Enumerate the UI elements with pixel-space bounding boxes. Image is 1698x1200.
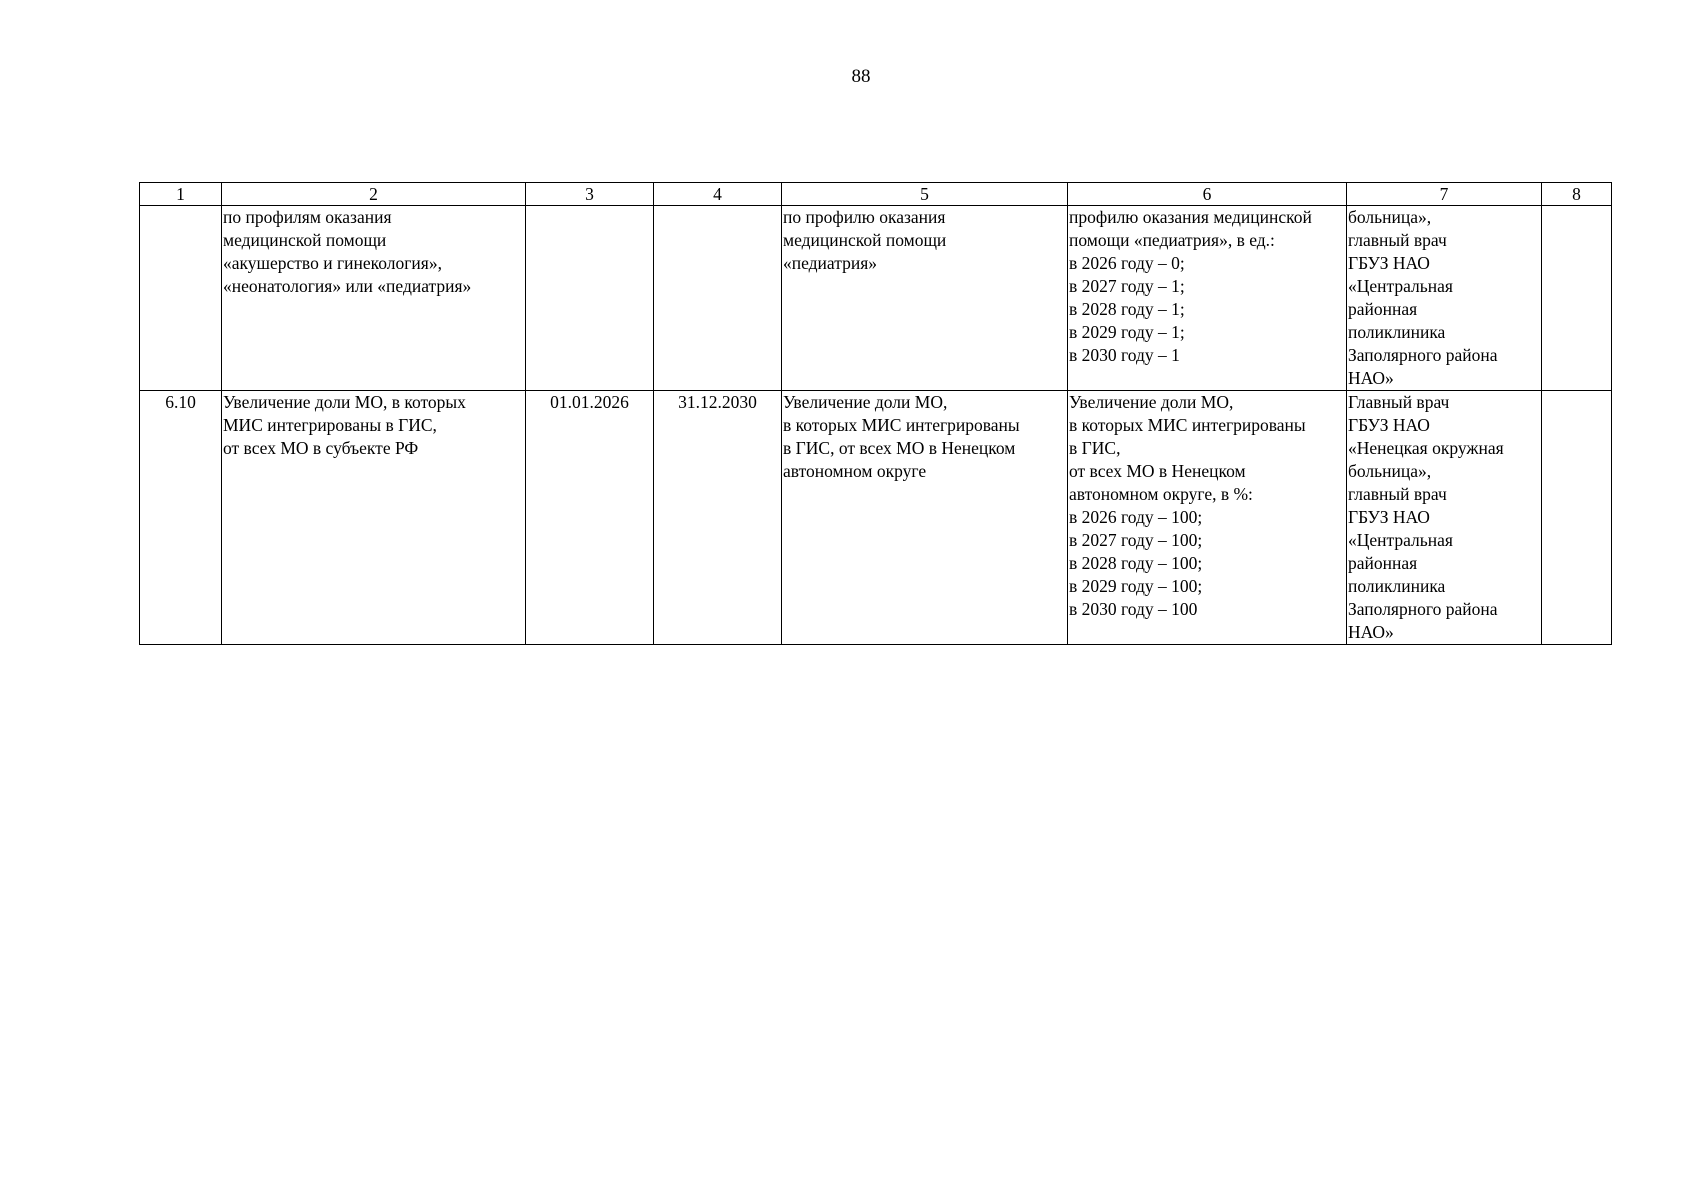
end-date-cell: 31.12.2030 <box>654 391 782 645</box>
indicator-cell <box>1068 206 1347 391</box>
responsible-cell <box>1347 391 1542 645</box>
measure-name-cell <box>222 206 526 391</box>
text-line: медицинской помощи <box>783 230 947 250</box>
text-line: ГБУЗ НАО <box>1348 507 1430 527</box>
text-line: Заполярного района <box>1348 345 1498 365</box>
text-line: в 2026 году – 100; <box>1069 507 1203 527</box>
text-line: больница», <box>1348 461 1432 481</box>
text-line: НАО» <box>1348 368 1394 388</box>
text-line: районная <box>1348 553 1418 573</box>
item-number-cell: 6.10 <box>140 391 222 645</box>
column-header-6: 6 <box>1068 183 1347 206</box>
text-line: в 2026 году – 0; <box>1069 253 1185 273</box>
text-line: «Центральная <box>1348 530 1453 550</box>
text-line: Увеличение доли МО, в которых <box>223 392 466 412</box>
indicator-cell <box>1068 391 1347 645</box>
text-line: Увеличение доли МО, <box>783 392 948 412</box>
text-line: Заполярного района <box>1348 599 1498 619</box>
text-line: в 2029 году – 1; <box>1069 322 1185 342</box>
text-line: главный врач <box>1348 230 1447 250</box>
plan-table <box>139 182 1612 645</box>
text-line: поликлиника <box>1348 322 1446 342</box>
measure-name-cell <box>222 391 526 645</box>
text-line: ГБУЗ НАО <box>1348 415 1430 435</box>
text-line: в 2030 году – 100 <box>1069 599 1198 619</box>
text-line: «Ненецкая окружная <box>1348 438 1504 458</box>
text-line: от всех МО в субъекте РФ <box>223 438 419 458</box>
text-line: главный врач <box>1348 484 1447 504</box>
text-line: по профилю оказания <box>783 207 946 227</box>
text-line: в которых МИС интегрированы <box>1069 415 1306 435</box>
end-date-cell <box>654 206 782 391</box>
column-number-row <box>140 183 1612 206</box>
start-date-cell <box>526 206 654 391</box>
text-line: ГБУЗ НАО <box>1348 253 1430 273</box>
text-line: «Центральная <box>1348 276 1453 296</box>
text-line: в 2029 году – 100; <box>1069 576 1203 596</box>
text-line: в которых МИС интегрированы <box>783 415 1020 435</box>
result-description-cell <box>782 206 1068 391</box>
column-header-5: 5 <box>782 183 1068 206</box>
text-line: помощи «педиатрия», в ед.: <box>1069 230 1275 250</box>
text-line: больница», <box>1348 207 1432 227</box>
text-line: поликлиника <box>1348 576 1446 596</box>
text-line: Увеличение доли МО, <box>1069 392 1234 412</box>
text-line: от всех МО в Ненецком <box>1069 461 1246 481</box>
text-line: НАО» <box>1348 622 1394 642</box>
page-number: 88 <box>851 66 871 87</box>
text-line: медицинской помощи <box>223 230 387 250</box>
text-line: в 2027 году – 1; <box>1069 276 1185 296</box>
text-line: в ГИС, <box>1069 438 1121 458</box>
text-line: «акушерство и гинекология», <box>223 253 442 273</box>
column-header-4: 4 <box>654 183 782 206</box>
text-line: в 2028 году – 100; <box>1069 553 1203 573</box>
text-line: автономном округе, в %: <box>1069 484 1253 504</box>
table-row <box>140 206 1612 391</box>
start-date-cell: 01.01.2026 <box>526 391 654 645</box>
text-line: в 2028 году – 1; <box>1069 299 1185 319</box>
column-header-1: 1 <box>140 183 222 206</box>
text-line: «педиатрия» <box>783 253 878 273</box>
text-line: в 2027 году – 100; <box>1069 530 1203 550</box>
text-line: районная <box>1348 299 1418 319</box>
text-line: Главный врач <box>1348 392 1450 412</box>
text-line: МИС интегрированы в ГИС, <box>223 415 437 435</box>
text-line: по профилям оказания <box>223 207 392 227</box>
column-header-2: 2 <box>222 183 526 206</box>
table-row <box>140 391 1612 645</box>
text-line: в 2030 году – 1 <box>1069 345 1180 365</box>
text-line: «неонатология» или «педиатрия» <box>223 276 472 296</box>
notes-cell <box>1542 391 1612 645</box>
result-description-cell <box>782 391 1068 645</box>
responsible-cell <box>1347 206 1542 391</box>
notes-cell <box>1542 206 1612 391</box>
column-header-7: 7 <box>1347 183 1542 206</box>
column-header-3: 3 <box>526 183 654 206</box>
text-line: профилю оказания медицинской <box>1069 207 1312 227</box>
text-line: в ГИС, от всех МО в Ненецком <box>783 438 1016 458</box>
column-header-8: 8 <box>1542 183 1612 206</box>
text-line: автономном округе <box>783 461 927 481</box>
item-number-cell <box>140 206 222 391</box>
